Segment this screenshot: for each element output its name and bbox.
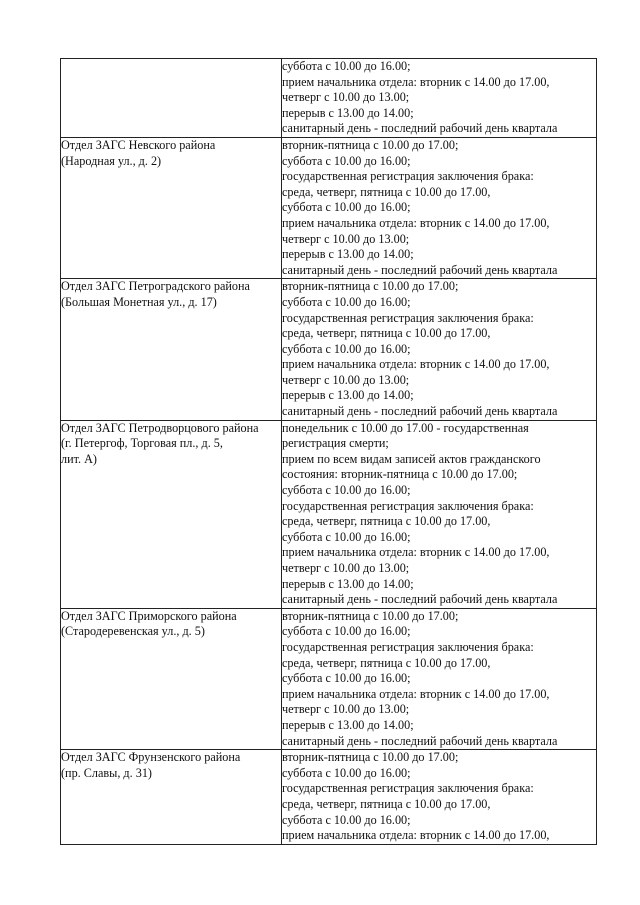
hours-line: суббота с 10.00 до 16.00; (282, 59, 411, 73)
table-row (61, 59, 597, 138)
hours-line: государственная регистрация заключения брака: (282, 498, 534, 513)
hours-line: суббота с 10.00 до 16.00; (282, 671, 411, 686)
hours-line: суббота с 10.00 до 16.00; (282, 812, 411, 827)
table-row (61, 750, 597, 845)
table-row (61, 420, 597, 608)
hours-line: прием начальника отдела: вторник с 14.00 до 17.00, (282, 686, 550, 701)
hours-line: суббота с 10.00 до 16.00; (282, 341, 411, 356)
hours-line: перерыв с 13.00 до 14.00; (282, 388, 414, 403)
office-address-line: (Народная ул., д. 2) (61, 153, 162, 168)
hours-line: суббота с 10.00 до 16.00; (282, 529, 411, 544)
hours-line: вторник-пятница с 10.00 до 17.00; (282, 279, 459, 294)
office-cell (61, 750, 282, 845)
hours-line: регистрация смерти; (282, 436, 389, 451)
hours-line: перерыв с 13.00 до 14.00; (282, 717, 414, 732)
hours-line: четверг с 10.00 до 13.00; (282, 372, 410, 387)
hours-line: суббота с 10.00 до 16.00; (282, 200, 411, 215)
office-address-line: (пр. Славы, д. 31) (61, 765, 152, 780)
office-cell (61, 279, 282, 420)
hours-line: перерыв с 13.00 до 14.00; (282, 576, 414, 591)
office-name: Отдел ЗАГС Петроградского района (61, 279, 250, 294)
hours-cell (282, 750, 597, 845)
hours-line: государственная регистрация заключения брака: (282, 639, 534, 654)
hours-line: санитарный день - последний рабочий день квартала (282, 262, 558, 277)
hours-line: перерыв с 13.00 до 14.00; (282, 247, 414, 262)
office-name: Отдел ЗАГС Фрунзенского района (61, 750, 241, 765)
office-address-line: (г. Петергоф, Торговая пл., д. 5, (61, 436, 223, 451)
hours-line: суббота с 10.00 до 16.00; (282, 294, 411, 309)
hours-line: государственная регистрация заключения брака: (282, 169, 534, 184)
hours-cell (282, 279, 597, 420)
hours-line: санитарный день - последний рабочий день квартала (282, 404, 558, 419)
table-row (61, 279, 597, 420)
hours-line: четверг с 10.00 до 13.00; (282, 90, 410, 105)
hours-line: вторник-пятница с 10.00 до 17.00; (282, 750, 459, 765)
office-address-line: (Стародеревенская ул., д. 5) (61, 624, 205, 639)
hours-line: прием начальника отдела: вторник с 14.00 до 17.00, (282, 828, 550, 843)
hours-line: прием начальника отдела: вторник с 14.00 до 17.00, (282, 357, 550, 372)
office-cell (61, 137, 282, 278)
office-name: Отдел ЗАГС Приморского района (61, 608, 237, 623)
hours-line: вторник-пятница с 10.00 до 17.00; (282, 137, 459, 152)
schedule-table-body (61, 59, 597, 845)
hours-line: среда, четверг, пятница с 10.00 до 17.00, (282, 514, 491, 529)
hours-line: суббота с 10.00 до 16.00; (282, 153, 411, 168)
office-cell (61, 420, 282, 608)
hours-line: суббота с 10.00 до 16.00; (282, 624, 411, 639)
hours-line: прием начальника отдела: вторник с 14.00 до 17.00, (282, 545, 550, 560)
hours-line: государственная регистрация заключения брака: (282, 781, 534, 796)
hours-line: перерыв с 13.00 до 14.00; (282, 105, 414, 120)
hours-cell (282, 59, 597, 138)
office-address-line: лит. А) (61, 451, 97, 466)
hours-cell (282, 420, 597, 608)
registry-office-schedule-table (60, 58, 597, 845)
hours-line: среда, четверг, пятница с 10.00 до 17.00, (282, 655, 491, 670)
office-name: Отдел ЗАГС Невского района (61, 137, 216, 152)
hours-cell (282, 137, 597, 278)
hours-line: понедельник с 10.00 до 17.00 - государственная (282, 420, 529, 435)
hours-line: прием по всем видам записей актов гражданского (282, 451, 541, 466)
office-name: Отдел ЗАГС Петродворцового района (61, 420, 259, 435)
hours-line: прием начальника отдела: вторник с 14.00 до 17.00, (282, 215, 550, 230)
office-cell (61, 59, 282, 138)
hours-line: среда, четверг, пятница с 10.00 до 17.00, (282, 326, 491, 341)
office-address-line: (Большая Монетная ул., д. 17) (61, 294, 217, 309)
hours-line: четверг с 10.00 до 13.00; (282, 231, 410, 246)
hours-line: среда, четверг, пятница с 10.00 до 17.00, (282, 796, 491, 811)
hours-line: вторник-пятница с 10.00 до 17.00; (282, 608, 459, 623)
hours-line: состояния: вторник-пятница с 10.00 до 17.00; (282, 467, 518, 482)
office-cell (61, 608, 282, 749)
hours-line: прием начальника отдела: вторник с 14.00 до 17.00, (282, 74, 550, 89)
hours-line: санитарный день - последний рабочий день квартала (282, 733, 558, 748)
hours-line: суббота с 10.00 до 16.00; (282, 483, 411, 498)
table-row (61, 608, 597, 749)
hours-cell (282, 608, 597, 749)
hours-line: четверг с 10.00 до 13.00; (282, 702, 410, 717)
hours-line: санитарный день - последний рабочий день квартала (282, 592, 558, 607)
hours-line: среда, четверг, пятница с 10.00 до 17.00, (282, 184, 491, 199)
table-row (61, 137, 597, 278)
hours-line: санитарный день - последний рабочий день квартала (282, 121, 558, 136)
hours-line: государственная регистрация заключения брака: (282, 310, 534, 325)
hours-line: суббота с 10.00 до 16.00; (282, 765, 411, 780)
hours-line: четверг с 10.00 до 13.00; (282, 561, 410, 575)
